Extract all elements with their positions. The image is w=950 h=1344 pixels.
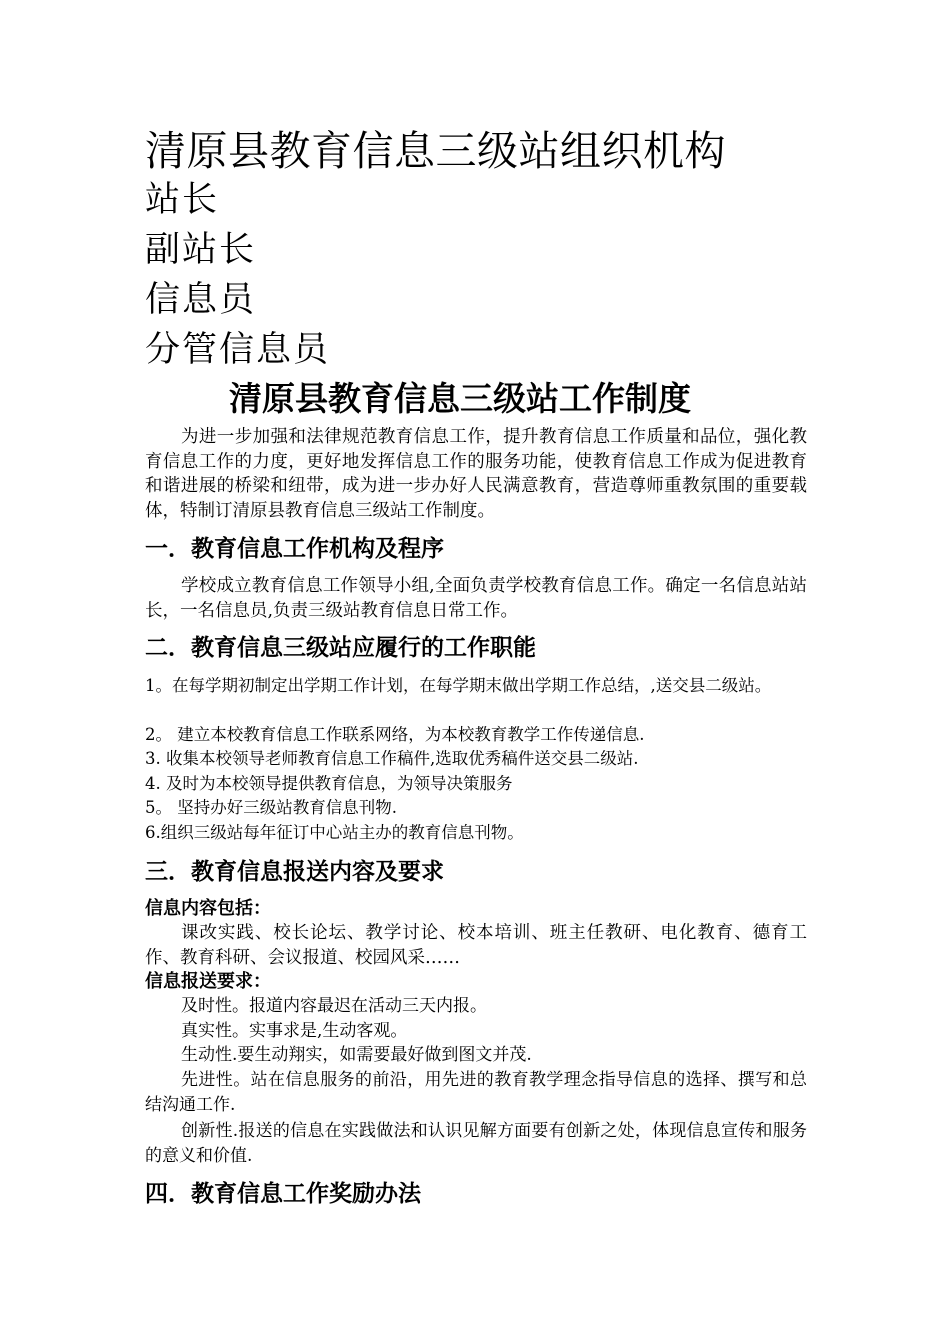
duty-item: 2。 建立本校教育信息工作联系网络，为本校教育教学工作传递信息. [145, 725, 645, 744]
role-managing-officer: 分管信息员 [145, 330, 331, 370]
duty-item: 1。在每学期初制定出学期工作计划，在每学期末做出学期工作总结，,送交县二级站。 [145, 676, 772, 695]
content-body: 课改实践、校长论坛、教学讨论、校本培训、班主任教研、电化教育、德育工作、教育科研、会议报道、校园风采…… [145, 923, 807, 968]
requirements-label: 信息报送要求： [145, 971, 271, 992]
section-3-heading: 三．教育信息报送内容及要求 [145, 859, 444, 885]
requirement-item: 真实性。实事求是,生动客观。 [181, 1021, 408, 1041]
requirement-item: 及时性。报道内容最迟在活动三天内报。 [181, 996, 487, 1016]
requirement-item: 生动性.要生动翔实，如需要最好做到图文并茂. [181, 1045, 532, 1065]
duty-item: 3. 收集本校领导老师教育信息工作稿件,选取优秀稿件送交县二级站. [145, 749, 639, 768]
duty-item: 4. 及时为本校领导提供教育信息，为领导决策服务 [145, 774, 513, 793]
role-info-officer: 信息员 [145, 280, 257, 320]
system-title: 清原县教育信息三级站工作制度 [229, 379, 691, 418]
section-1-heading: 一．教育信息工作机构及程序 [145, 536, 444, 562]
requirement-item: 先进性。站在信息服务的前沿，用先进的教育教学理念指导信息的选择、撰写和总结沟通工作. [145, 1070, 807, 1115]
duty-item: 6.组织三级站每年征订中心站主办的教育信息刊物。 [145, 823, 524, 842]
requirement-item: 创新性.报送的信息在实践做法和认识见解方面要有创新之处，体现信息宣传和服务的意义和价值. [145, 1121, 807, 1166]
section-2-heading: 二．教育信息三级站应履行的工作职能 [145, 635, 536, 661]
content-label: 信息内容包括： [145, 898, 271, 919]
role-deputy-head: 副站长 [145, 230, 257, 270]
section-4-heading: 四．教育信息工作奖励办法 [145, 1181, 421, 1207]
role-station-head: 站长 [145, 180, 220, 220]
section-1-body: 学校成立教育信息工作领导小组,全面负责学校教育信息工作。确定一名信息站站长，一名信息员,负责三级站教育信息日常工作。 [145, 576, 807, 621]
org-title: 清原县教育信息三级站组织机构 [145, 127, 726, 175]
intro-paragraph: 为进一步加强和法律规范教育信息工作，提升教育信息工作质量和品位，强化教育信息工作的力度，更好地发挥信息工作的服务功能，使教育信息工作成为促进教育和谐进展的桥梁和纽带，成为进一步办好人民满意教育，营造尊师重教氛围的重要载体，特制订清原县教育信息三级站工作制度。 [145, 427, 807, 521]
duty-item: 5。 坚持办好三级站教育信息刊物. [145, 798, 397, 817]
